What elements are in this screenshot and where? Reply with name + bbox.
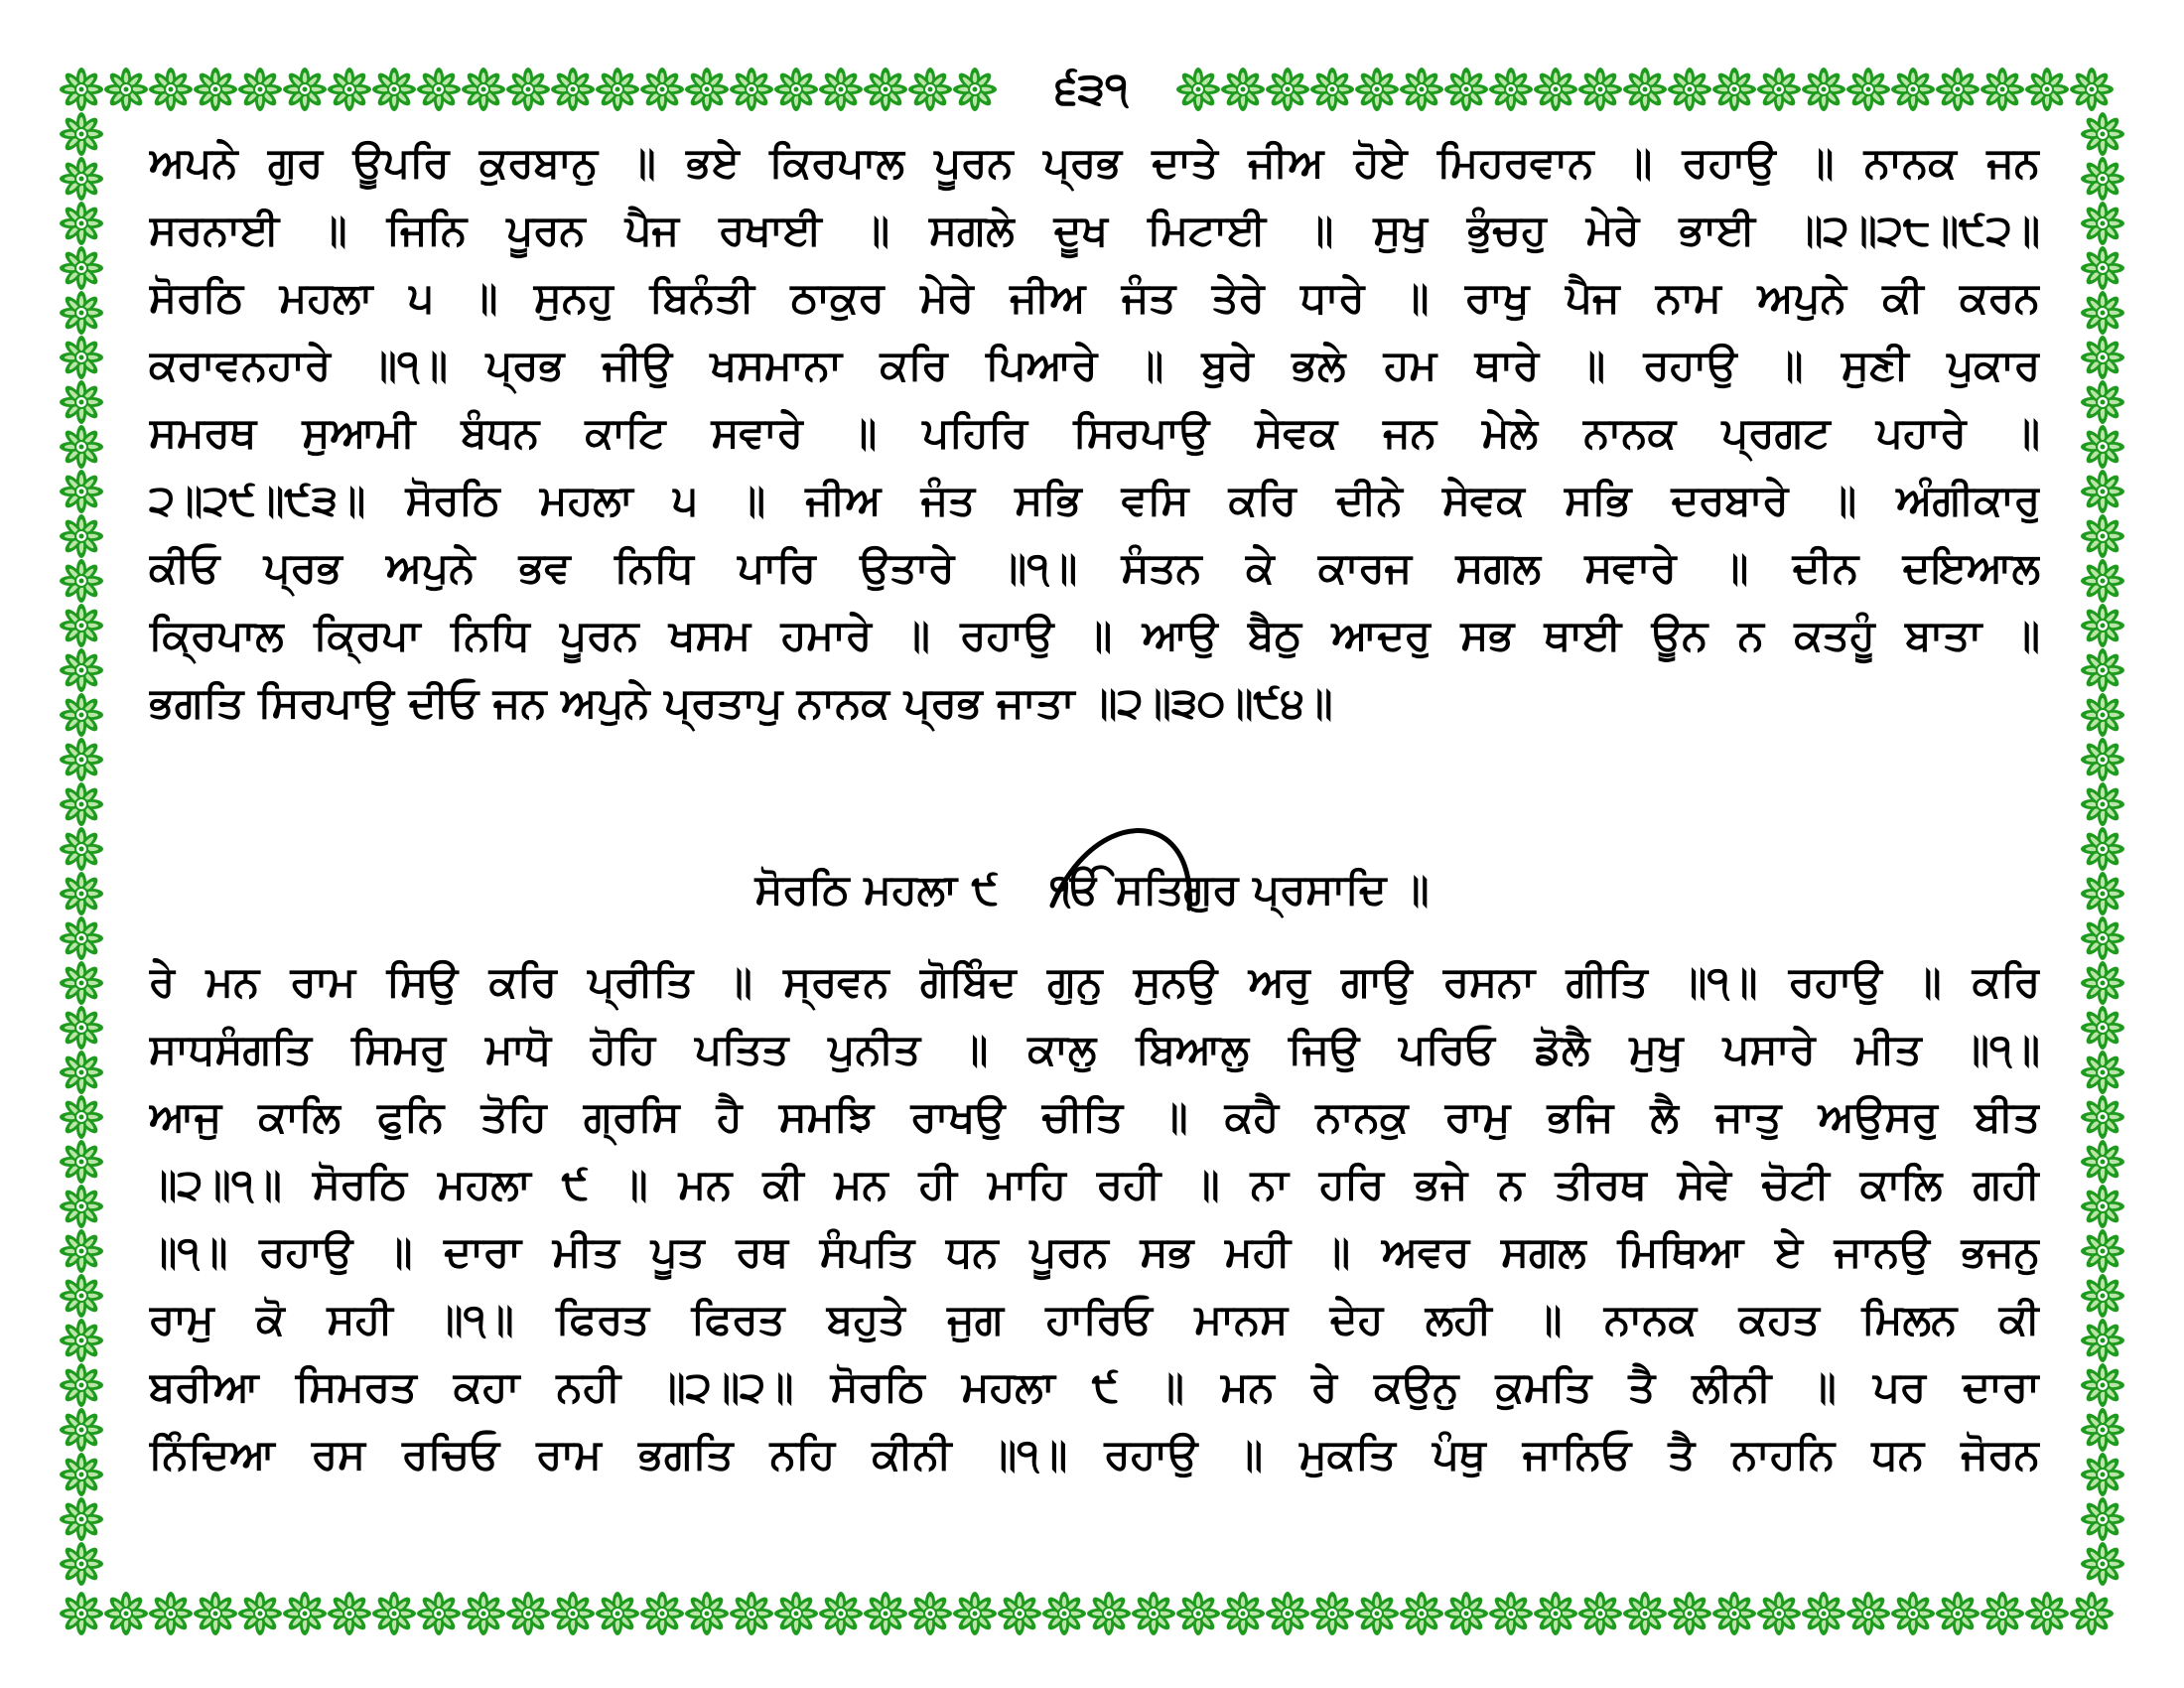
lotus-flower-icon bbox=[2025, 1592, 2069, 1635]
lotus-flower-icon bbox=[1891, 68, 1935, 111]
lotus-flower-icon bbox=[908, 1592, 952, 1635]
lotus-flower-icon bbox=[60, 112, 103, 156]
lotus-flower-icon bbox=[60, 1453, 103, 1496]
lotus-flower-icon bbox=[60, 470, 103, 513]
lotus-flower-icon bbox=[1534, 1592, 1577, 1635]
lotus-flower-icon bbox=[60, 514, 103, 558]
lotus-flower-icon bbox=[774, 68, 818, 111]
lotus-flower-icon bbox=[60, 693, 103, 737]
lotus-flower-icon bbox=[2081, 470, 2124, 513]
lotus-flower-icon bbox=[1355, 68, 1399, 111]
page-number: ੬੩੧ bbox=[1023, 62, 1161, 117]
lotus-flower-icon bbox=[1400, 68, 1443, 111]
lotus-flower-icon bbox=[60, 1592, 103, 1635]
lotus-flower-icon bbox=[2081, 1051, 2124, 1094]
text-line: ਨਿੰਦਿਆ ਰਸ ਰਚਿਓ ਰਾਮ ਭਗਤਿ ਨਹਿ ਕੀਨੀ ॥੧॥ ਰਹਾਉ ॥ ਮੁਕਤਿ ਪੰਥੁ ਜਾਨਿਓ ਤੈ ਨਾਹਨਿ ਧਨ ਜੋਰਨ bbox=[149, 1430, 2040, 1478]
lotus-flower-icon bbox=[1936, 68, 1979, 111]
lotus-flower-icon bbox=[1980, 68, 2024, 111]
lotus-flower-icon bbox=[60, 961, 103, 1005]
lotus-flower-icon bbox=[194, 1592, 237, 1635]
lotus-flower-icon bbox=[2081, 112, 2124, 156]
lotus-flower-icon bbox=[2081, 336, 2124, 379]
lotus-flower-icon bbox=[1310, 1592, 1354, 1635]
lotus-flower-icon bbox=[2081, 157, 2124, 201]
lotus-flower-icon bbox=[730, 68, 773, 111]
text-line: ਭਗਤਿ ਸਿਰਪਾਉ ਦੀਓ ਜਨ ਅਪੁਨੇ ਪ੍ਰਤਾਪੁ ਨਾਨਕ ਪ੍ਰਭ ਜਾਤਾ ॥੨॥੩੦॥੯੪॥ bbox=[149, 678, 1333, 727]
lotus-flower-icon bbox=[60, 336, 103, 379]
lotus-flower-icon bbox=[104, 1592, 148, 1635]
lotus-flower-icon bbox=[2081, 1095, 2124, 1139]
lotus-flower-icon bbox=[1534, 68, 1577, 111]
lotus-flower-icon bbox=[60, 648, 103, 692]
lotus-flower-icon bbox=[60, 157, 103, 201]
text-line: ਕਰਾਵਨਹਾਰੇ ॥੧॥ ਪ੍ਰਭ ਜੀਉ ਖਸਮਾਨਾ ਕਰਿ ਪਿਆਰੇ ॥ ਬੁਰੇ ਭਲੇ ਹਮ ਥਾਰੇ ॥ ਰਹਾਉ ॥ ਸੁਣੀ ਪੁਕਾਰ bbox=[149, 341, 2040, 389]
lotus-flower-icon bbox=[417, 1592, 461, 1635]
text-line: ਬਰੀਆ ਸਿਮਰਤ ਕਹਾ ਨਹੀ ॥੨॥੨॥ ਸੋਰਠਿ ਮਹਲਾ ੯ ॥ ਮਨ ਰੇ ਕਉਨੁ ਕੁਮਤਿ ਤੈ ਲੀਨੀ ॥ ਪਰ ਦਾਰਾ bbox=[149, 1362, 2040, 1411]
lotus-flower-icon bbox=[685, 68, 729, 111]
lotus-flower-icon bbox=[60, 291, 103, 335]
lotus-flower-icon bbox=[2081, 246, 2124, 290]
lotus-flower-icon bbox=[1489, 1592, 1533, 1635]
lotus-flower-icon bbox=[864, 68, 907, 111]
text-line: ਕ੍ਰਿਪਾਲ ਕ੍ਰਿਪਾ ਨਿਧਿ ਪੂਰਨ ਖਸਮ ਹਮਾਰੇ ॥ ਰਹਾਉ ॥ ਆਉ ਬੈਠੁ ਆਦਰੁ ਸਭ ਥਾਈ ਊਨ ਨ ਕਤਹੂੰ ਬਾਤਾ ॥ bbox=[149, 611, 2040, 659]
lotus-flower-icon bbox=[104, 68, 148, 111]
lotus-flower-icon bbox=[1936, 1592, 1979, 1635]
lotus-flower-icon bbox=[372, 1592, 416, 1635]
text-line: ਰੇ ਮਨ ਰਾਮ ਸਿਉ ਕਰਿ ਪ੍ਰੀਤਿ ॥ ਸ੍ਰਵਨ ਗੋਬਿੰਦ ਗੁਨੁ ਸੁਨਉ ਅਰੁ ਗਾਉ ਰਸਨਾ ਗੀਤਿ ॥੧॥ ਰਹਾਉ ॥ ਕਰਿ bbox=[149, 957, 2040, 1006]
lotus-flower-icon bbox=[283, 1592, 327, 1635]
lotus-flower-icon bbox=[60, 782, 103, 826]
lotus-flower-icon bbox=[60, 559, 103, 603]
lotus-flower-icon bbox=[238, 68, 282, 111]
lotus-flower-icon bbox=[60, 1140, 103, 1184]
lotus-flower-icon bbox=[1846, 68, 1890, 111]
lotus-flower-icon bbox=[328, 68, 371, 111]
lotus-flower-icon bbox=[2081, 1185, 2124, 1228]
lotus-flower-icon bbox=[1444, 1592, 1488, 1635]
lotus-flower-icon bbox=[2081, 738, 2124, 781]
lotus-flower-icon bbox=[1712, 1592, 1756, 1635]
lotus-flower-icon bbox=[1668, 68, 1711, 111]
lotus-flower-icon bbox=[1176, 1592, 1220, 1635]
lotus-flower-icon bbox=[1266, 68, 1309, 111]
lotus-flower-icon bbox=[2081, 961, 2124, 1005]
lotus-flower-icon bbox=[2081, 1140, 2124, 1184]
lotus-flower-icon bbox=[1891, 1592, 1935, 1635]
gurbani-text-block-2 bbox=[149, 948, 2040, 1488]
lotus-flower-icon bbox=[774, 1592, 818, 1635]
lotus-flower-icon bbox=[2081, 1006, 2124, 1050]
lotus-flower-icon bbox=[1444, 68, 1488, 111]
lotus-flower-icon bbox=[1578, 68, 1622, 111]
lotus-flower-icon bbox=[1623, 1592, 1667, 1635]
lotus-flower-icon bbox=[60, 1185, 103, 1228]
lotus-flower-icon bbox=[2081, 291, 2124, 335]
text-line: ॥੧॥ ਰਹਾਉ ॥ ਦਾਰਾ ਮੀਤ ਪੂਤ ਰਥ ਸੰਪਤਿ ਧਨ ਪੂਰਨ ਸਭ ਮਹੀ ॥ ਅਵਰ ਸਗਲ ਮਿਥਿਆ ਏ ਜਾਨਉ ਭਜਨੁ bbox=[149, 1227, 2040, 1276]
lotus-flower-icon bbox=[819, 68, 863, 111]
lotus-flower-icon bbox=[1757, 68, 1801, 111]
lotus-flower-icon bbox=[819, 1592, 863, 1635]
lotus-flower-icon bbox=[60, 246, 103, 290]
lotus-flower-icon bbox=[60, 68, 103, 111]
lotus-flower-icon bbox=[1668, 1592, 1711, 1635]
section-heading bbox=[0, 856, 2184, 923]
text-line: ਸਮਰਥ ਸੁਆਮੀ ਬੰਧਨ ਕਾਟਿ ਸਵਾਰੇ ॥ ਪਹਿਰਿ ਸਿਰਪਾਉ ਸੇਵਕ ਜਨ ਮੇਲੇ ਨਾਨਕ ਪ੍ਰਗਟ ਪਹਾਰੇ ॥ bbox=[149, 408, 2040, 457]
text-line: ਆਜੁ ਕਾਲਿ ਫੁਨਿ ਤੋਹਿ ਗ੍ਰਸਿ ਹੈ ਸਮਝਿ ਰਾਖਉ ਚੀਤਿ ॥ ਕਹੈ ਨਾਨਕੁ ਰਾਮੁ ਭਜਿ ਲੈ ਜਾਤੁ ਅਉਸਰੁ ਬੀਤ bbox=[149, 1092, 2040, 1141]
text-line: ॥੨॥੧॥ ਸੋਰਠਿ ਮਹਲਾ ੯ ॥ ਮਨ ਕੀ ਮਨ ਹੀ ਮਾਹਿ ਰਹੀ ॥ ਨਾ ਹਰਿ ਭਜੇ ਨ ਤੀਰਥ ਸੇਵੇ ਚੋਟੀ ਕਾਲਿ ਗਹੀ bbox=[149, 1160, 2040, 1208]
lotus-flower-icon bbox=[462, 68, 505, 111]
lotus-flower-icon bbox=[1757, 1592, 1801, 1635]
lotus-flower-icon bbox=[1221, 68, 1265, 111]
lotus-flower-icon bbox=[60, 1095, 103, 1139]
lotus-flower-icon bbox=[506, 68, 550, 111]
lotus-flower-icon bbox=[238, 1592, 282, 1635]
text-line: ਸੋਰਠਿ ਮਹਲਾ ੫ ॥ ਸੁਨਹੁ ਬਿਨੰਤੀ ਠਾਕੁਰ ਮੇਰੇ ਜੀਅ ਜੰਤ ਤੇਰੇ ਧਾਰੇ ॥ ਰਾਖੁ ਪੈਜ ਨਾਮ ਅਪੁਨੇ ਕੀ ਕਰਨ bbox=[149, 273, 2040, 322]
lotus-flower-icon bbox=[2081, 648, 2124, 692]
lotus-flower-icon bbox=[194, 68, 237, 111]
lotus-flower-icon bbox=[908, 68, 952, 111]
lotus-flower-icon bbox=[2081, 782, 2124, 826]
lotus-flower-icon bbox=[60, 1497, 103, 1541]
lotus-flower-icon bbox=[551, 1592, 595, 1635]
text-line: ਕੀਓ ਪ੍ਰਭ ਅਪੁਨੇ ਭਵ ਨਿਧਿ ਪਾਰਿ ਉਤਾਰੇ ॥੧॥ ਸੰਤਨ ਕੇ ਕਾਰਜ ਸਗਲ ਸਵਾਰੇ ॥ ਦੀਨ ਦਇਆਲ bbox=[149, 543, 2040, 592]
lotus-flower-icon bbox=[60, 1363, 103, 1407]
lotus-flower-icon bbox=[60, 1319, 103, 1362]
lotus-flower-icon bbox=[149, 68, 193, 111]
lotus-flower-icon bbox=[2081, 1542, 2124, 1586]
lotus-flower-icon bbox=[2070, 68, 2114, 111]
lotus-flower-icon bbox=[60, 1274, 103, 1318]
gurbani-text-block-1 bbox=[149, 129, 2040, 737]
lotus-flower-icon bbox=[2025, 68, 2069, 111]
lotus-flower-icon bbox=[640, 68, 684, 111]
raag-heading: ਸੋਰਠਿ ਮਹਲਾ ੯ bbox=[754, 865, 1000, 914]
lotus-flower-icon bbox=[1042, 1592, 1086, 1635]
lotus-flower-icon bbox=[60, 604, 103, 647]
lotus-flower-icon bbox=[60, 1542, 103, 1586]
lotus-flower-icon bbox=[60, 202, 103, 245]
lotus-flower-icon bbox=[864, 1592, 907, 1635]
lotus-flower-icon bbox=[2081, 202, 2124, 245]
lotus-flower-icon bbox=[2070, 1592, 2114, 1635]
lotus-flower-icon bbox=[2081, 1363, 2124, 1407]
lotus-flower-icon bbox=[551, 68, 595, 111]
text-line: ਸਾਧਸੰਗਤਿ ਸਿਮਰੁ ਮਾਧੋ ਹੋਹਿ ਪਤਿਤ ਪੁਨੀਤ ॥ ਕਾਲੁ ਬਿਆਲੁ ਜਿਉ ਪਰਿਓ ਡੋਲੈ ਮੁਖੁ ਪਸਾਰੇ ਮੀਤ ॥੧॥ bbox=[149, 1025, 2040, 1073]
lotus-flower-icon bbox=[1489, 68, 1533, 111]
lotus-flower-icon bbox=[1310, 68, 1354, 111]
lotus-flower-icon bbox=[2081, 425, 2124, 469]
lotus-flower-icon bbox=[1623, 68, 1667, 111]
lotus-flower-icon bbox=[283, 68, 327, 111]
lotus-flower-icon bbox=[2081, 1229, 2124, 1273]
lotus-flower-icon bbox=[60, 1229, 103, 1273]
lotus-flower-icon bbox=[60, 1006, 103, 1050]
lotus-flower-icon bbox=[462, 1592, 505, 1635]
lotus-flower-icon bbox=[2081, 604, 2124, 647]
lotus-flower-icon bbox=[2081, 1319, 2124, 1362]
lotus-flower-icon bbox=[60, 380, 103, 424]
lotus-flower-icon bbox=[2081, 1408, 2124, 1452]
mool-mantar: ੴ ਸਤਿਗੁਰ ਪ੍ਰਸਾਦਿ ॥ bbox=[1050, 865, 1430, 914]
text-line: ਸਰਨਾਈ ॥ ਜਿਨਿ ਪੂਰਨ ਪੈਜ ਰਖਾਈ ॥ ਸਗਲੇ ਦੂਖ ਮਿਟਾਈ ॥ ਸੁਖੁ ਭੁੰਚਹੁ ਮੇਰੇ ਭਾਈ ॥੨॥੨੮॥੯੨॥ bbox=[149, 206, 2040, 254]
lotus-flower-icon bbox=[2081, 1497, 2124, 1541]
lotus-flower-icon bbox=[417, 68, 461, 111]
lotus-flower-icon bbox=[60, 738, 103, 781]
lotus-flower-icon bbox=[2081, 514, 2124, 558]
text-line: ਅਪਨੇ ਗੁਰ ਊਪਰਿ ਕੁਰਬਾਨੁ ॥ ਭਏ ਕਿਰਪਾਲ ਪੂਰਨ ਪ੍ਰਭ ਦਾਤੇ ਜੀਅ ਹੋਏ ਮਿਹਰਵਾਨ ॥ ਰਹਾਉ ॥ ਨਾਨਕ ਜਨ bbox=[149, 138, 2040, 187]
lotus-flower-icon bbox=[60, 1408, 103, 1452]
lotus-flower-icon bbox=[953, 68, 997, 111]
lotus-flower-icon bbox=[1087, 1592, 1131, 1635]
lotus-flower-icon bbox=[953, 1592, 997, 1635]
lotus-flower-icon bbox=[1802, 68, 1845, 111]
lotus-flower-icon bbox=[1355, 1592, 1399, 1635]
lotus-flower-icon bbox=[730, 1592, 773, 1635]
lotus-flower-icon bbox=[1802, 1592, 1845, 1635]
lotus-flower-icon bbox=[1712, 68, 1756, 111]
lotus-flower-icon bbox=[328, 1592, 371, 1635]
lotus-flower-icon bbox=[372, 68, 416, 111]
lotus-flower-icon bbox=[149, 1592, 193, 1635]
lotus-flower-icon bbox=[60, 425, 103, 469]
lotus-flower-icon bbox=[1266, 1592, 1309, 1635]
lotus-flower-icon bbox=[1221, 1592, 1265, 1635]
lotus-flower-icon bbox=[1846, 1592, 1890, 1635]
lotus-flower-icon bbox=[1132, 1592, 1175, 1635]
lotus-flower-icon bbox=[640, 1592, 684, 1635]
text-line: ਰਾਮੁ ਕੋ ਸਹੀ ॥੧॥ ਫਿਰਤ ਫਿਰਤ ਬਹੁਤੇ ਜੁਗ ਹਾਰਿਓ ਮਾਨਸ ਦੇਹ ਲਹੀ ॥ ਨਾਨਕ ਕਹਤ ਮਿਲਨ ਕੀ bbox=[149, 1295, 2040, 1343]
lotus-flower-icon bbox=[596, 68, 639, 111]
text-line: ੨॥੨੯॥੯੩॥ ਸੋਰਠਿ ਮਹਲਾ ੫ ॥ ਜੀਅ ਜੰਤ ਸਭਿ ਵਸਿ ਕਰਿ ਦੀਨੇ ਸੇਵਕ ਸਭਿ ਦਰਬਾਰੇ ॥ ਅੰਗੀਕਾਰੁ bbox=[149, 476, 2040, 524]
lotus-flower-icon bbox=[596, 1592, 639, 1635]
lotus-flower-icon bbox=[2081, 559, 2124, 603]
lotus-flower-icon bbox=[60, 1051, 103, 1094]
lotus-flower-icon bbox=[506, 1592, 550, 1635]
lotus-flower-icon bbox=[2081, 1453, 2124, 1496]
lotus-flower-icon bbox=[998, 1592, 1041, 1635]
lotus-flower-icon bbox=[1578, 1592, 1622, 1635]
lotus-flower-icon bbox=[1980, 1592, 2024, 1635]
lotus-flower-icon bbox=[1176, 68, 1220, 111]
lotus-flower-icon bbox=[2081, 693, 2124, 737]
lotus-flower-icon bbox=[2081, 1274, 2124, 1318]
lotus-flower-icon bbox=[1400, 1592, 1443, 1635]
lotus-flower-icon bbox=[2081, 380, 2124, 424]
lotus-flower-icon bbox=[685, 1592, 729, 1635]
